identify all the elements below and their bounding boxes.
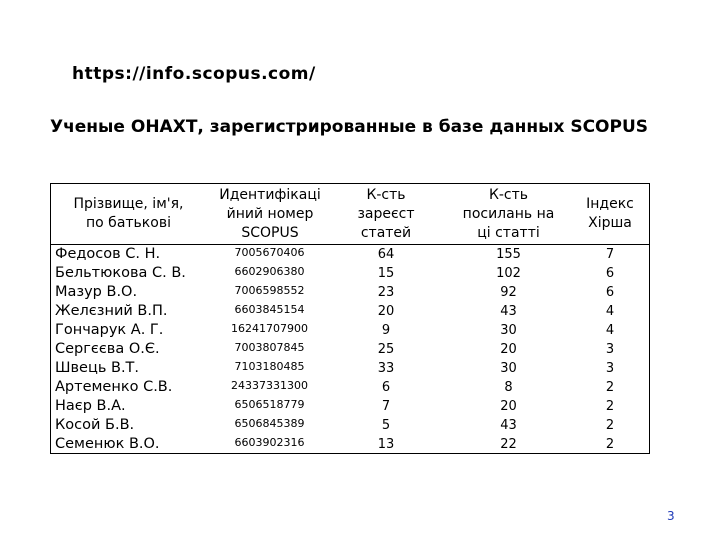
cell-scopus-id: 7005670406 <box>234 246 305 259</box>
source-url[interactable]: https://info.scopus.com/ <box>72 64 316 84</box>
cell-citations: 30 <box>500 323 517 338</box>
cell-name: Семенюк В.О. <box>55 436 160 452</box>
cell-scopus-id: 7003807845 <box>234 341 305 354</box>
cell-h-index: 7 <box>605 247 615 262</box>
cell-h-index: 4 <box>605 304 615 319</box>
cell-articles: 64 <box>377 247 395 262</box>
table-row <box>51 416 649 435</box>
cell-citations: 102 <box>496 266 521 281</box>
cell-scopus-id: 24337331300 <box>231 379 308 392</box>
cell-scopus-id: 16241707900 <box>231 322 308 335</box>
cell-scopus-id: 6603902316 <box>234 436 305 449</box>
cell-citations: 43 <box>500 418 517 433</box>
header-name: Прізвище, ім'я, по батькові <box>73 196 184 231</box>
cell-scopus-id: 6506845389 <box>234 417 305 430</box>
cell-h-index: 2 <box>605 380 615 395</box>
table-row <box>51 397 649 416</box>
cell-citations: 22 <box>500 437 517 452</box>
table-row <box>51 245 649 264</box>
cell-h-index: 2 <box>605 437 615 452</box>
cell-articles: 23 <box>377 285 395 300</box>
cell-name: Гончарук А. Г. <box>55 322 164 338</box>
table-header <box>51 184 649 245</box>
cell-h-index: 2 <box>605 399 615 414</box>
cell-articles: 33 <box>377 361 395 376</box>
cell-name: Мазур В.О. <box>55 284 138 300</box>
cell-scopus-id: 7103180485 <box>234 360 305 373</box>
cell-articles: 6 <box>381 380 391 395</box>
table-row <box>51 378 649 397</box>
cell-citations: 20 <box>500 399 517 414</box>
cell-citations: 8 <box>504 380 513 395</box>
cell-scopus-id: 6603845154 <box>234 303 305 316</box>
header-h-index: Індекс Хірша <box>586 196 634 231</box>
cell-name: Федосов С. Н. <box>55 246 161 262</box>
cell-articles: 5 <box>381 418 391 433</box>
table-row <box>51 264 649 283</box>
header-scopus-id: Идентифікаці йний номер SCOPUS <box>219 186 321 241</box>
table-row <box>51 302 649 321</box>
cell-scopus-id: 7006598552 <box>234 284 305 297</box>
cell-name: Артеменко С.В. <box>55 379 173 395</box>
cell-name: Сергєєва О.Є. <box>55 341 160 357</box>
cell-articles: 15 <box>377 266 395 281</box>
table-row <box>51 340 649 359</box>
table-body <box>51 245 649 455</box>
cell-articles: 20 <box>377 304 395 319</box>
cell-h-index: 6 <box>605 266 615 281</box>
cell-name: Желєзний В.П. <box>55 303 168 319</box>
cell-h-index: 4 <box>605 323 615 338</box>
table-row <box>51 321 649 340</box>
cell-citations: 43 <box>500 304 517 319</box>
table-row <box>51 435 649 454</box>
cell-scopus-id: 6602906380 <box>234 265 305 278</box>
cell-citations: 92 <box>500 285 517 300</box>
table-row <box>51 359 649 378</box>
cell-articles: 25 <box>377 342 395 357</box>
table-row <box>51 283 649 302</box>
cell-articles: 7 <box>381 399 391 414</box>
cell-articles: 13 <box>377 437 395 452</box>
cell-h-index: 2 <box>605 418 615 433</box>
scopus-table <box>50 183 650 454</box>
cell-name: Бельтюкова С. В. <box>55 265 186 281</box>
cell-citations: 155 <box>496 247 521 262</box>
cell-name: Наєр В.А. <box>55 398 126 414</box>
cell-citations: 30 <box>500 361 517 376</box>
cell-citations: 20 <box>500 342 517 357</box>
cell-name: Швець В.Т. <box>55 360 140 376</box>
header-articles: К-сть зареєст статей <box>357 186 415 241</box>
cell-name: Косой Б.В. <box>55 417 135 433</box>
cell-articles: 9 <box>381 323 391 338</box>
cell-h-index: 3 <box>605 361 615 376</box>
cell-h-index: 6 <box>605 285 615 300</box>
cell-scopus-id: 6506518779 <box>234 398 305 411</box>
header-citations: К-сть посилань на ці статті <box>462 186 555 241</box>
cell-h-index: 3 <box>605 342 615 357</box>
slide-title: Ученые ОНАХТ, зарегистрированные в базе данных SCOPUS <box>50 117 649 137</box>
page-number: 3 <box>667 509 675 523</box>
